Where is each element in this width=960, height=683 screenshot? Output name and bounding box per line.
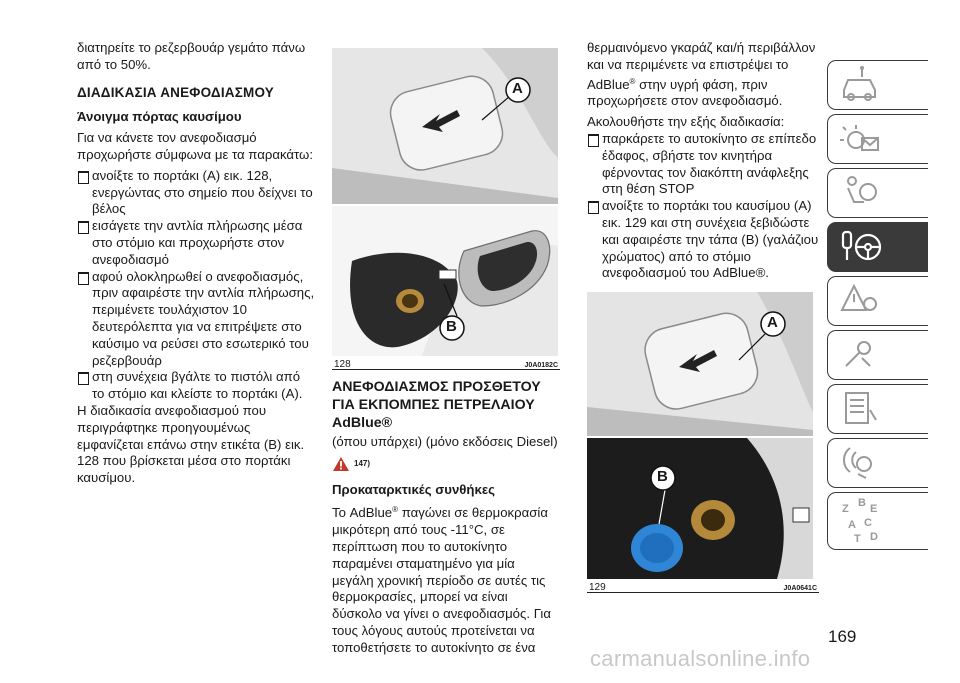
index-icon bbox=[840, 498, 884, 544]
tab-emergency[interactable] bbox=[827, 276, 928, 326]
figure-129-label-a: A bbox=[767, 314, 778, 332]
figure-128-label-a: A bbox=[512, 80, 523, 97]
tab-index[interactable] bbox=[827, 492, 928, 550]
fuel-door-closed-photo bbox=[332, 48, 558, 204]
intro-text: διατηρείτε το ρεζερβουάρ γεμάτο πάνω από το 50%. bbox=[77, 40, 306, 72]
refuel-section-title: ΔΙΑΔΙΚΑΣΙΑ ΑΝΕΦΟΔΙΑΣΜΟΥ bbox=[77, 84, 275, 100]
warning-triangle-icon bbox=[332, 456, 350, 472]
key-steering-icon bbox=[840, 228, 884, 266]
figure-129-label-b: B bbox=[657, 468, 668, 486]
right-column bbox=[587, 40, 819, 593]
adblue-door-closed-photo bbox=[587, 292, 813, 436]
preconditions-subtitle: Προκαταρκτικές συνθήκες bbox=[332, 481, 495, 497]
watermark-text: carmanualsonline.info bbox=[590, 646, 811, 671]
lead-text: Για να κάνετε τον ανεφοδιασμό προχωρήστε σύμφωνα με τα παρακάτω: bbox=[77, 130, 314, 162]
svg-text:T: T bbox=[854, 533, 861, 544]
warning-callout bbox=[332, 456, 560, 473]
tab-multimedia[interactable] bbox=[827, 438, 928, 488]
figure-129-code: J0A0641C bbox=[783, 585, 817, 593]
technical-data-icon bbox=[840, 390, 880, 428]
multimedia-icon bbox=[840, 444, 880, 482]
svg-text:A: A bbox=[848, 519, 856, 531]
tab-servicing[interactable] bbox=[827, 330, 928, 380]
step-close-door: στη συνέχεια βγάλτε το πιστόλι από το στόμιο και κλείστε το πορτάκι (A). bbox=[77, 369, 315, 403]
svg-text:B: B bbox=[858, 498, 866, 509]
svg-text:Z: Z bbox=[842, 503, 849, 515]
figure-128-code: J0A0182C bbox=[524, 362, 558, 369]
figure-128-number: 128 bbox=[334, 359, 351, 370]
adblue-title: ΑΝΕΦΟΔΙΑΣΜΟΣ ΠΡΟΣΘΕΤΟΥ ΓΙΑ ΕΚΠΟΜΠΕΣ ΠΕΤΡΕΛΑΙΟΥ AdBlue® bbox=[332, 379, 541, 431]
tab-instrument-panel[interactable] bbox=[827, 114, 928, 164]
closing-text: Η διαδικασία ανεφοδιασμού που περιγράφτηκε προηγουμένως εμφανίζεται επάνω στην ετικέτα (B) εικ. 128 που βρίσκεται μέσα στο πορτάκι καυσίμου. bbox=[77, 402, 305, 486]
warning-note: 147) bbox=[354, 458, 371, 468]
car-info-icon bbox=[840, 66, 880, 104]
fuel-door-subtitle: Άνοιγμα πόρτας καυσίμου bbox=[77, 109, 242, 125]
adblue-freeze-text: Το AdBlue® παγώνει σε θερμοκρασία μικρότερη από τους -11°C, σε περίπτωση που το αυτοκίνητο παραμένει σταματημένο για μία μεγάλη χρονική περίοδο σε αυτές τις θερμοκρασίες, μπορεί να είναι δύσκολο να γίνει ο ανεφοδιασμός. Για τους λόγους αυτούς προτείνεται να τοποθετήσετε το αυτοκίνητο σε ένα bbox=[332, 505, 551, 655]
safety-airbag-icon bbox=[840, 174, 880, 212]
svg-text:E: E bbox=[870, 503, 878, 515]
tab-getting-to-know-car[interactable] bbox=[827, 60, 928, 110]
step-remove-cap: ανοίξτε το πορτάκι του καυσίμου (A) εικ. 129 και στη συνέχεια ξεβιδώστε και αφαιρέστε την τάπα (B) (γαλάζιου χρώματος) από το στόμιο ανεφοδιασμού του AdBlue®. bbox=[587, 198, 819, 282]
left-column bbox=[77, 40, 315, 487]
dashboard-lights-icon bbox=[840, 120, 880, 158]
figure-129-number: 129 bbox=[589, 582, 606, 594]
service-tools-icon bbox=[840, 336, 880, 374]
warm-garage-text: θερμαινόμενο γκαράζ και/ή περιβάλλον και να περιμένετε να επιστρέψει το AdBlue® στην υγρή φάση, πριν προχωρήσετε στον ανεφοδιασμό. bbox=[587, 40, 816, 109]
adblue-cap-open-photo bbox=[587, 438, 813, 579]
tab-safety[interactable] bbox=[827, 168, 928, 218]
svg-text:D: D bbox=[870, 531, 878, 543]
procedure-lead: Ακολουθήστε την εξής διαδικασία: bbox=[587, 114, 785, 130]
availability-text: (όπου υπάρχει) (μόνο εκδόσεις Diesel) bbox=[332, 434, 558, 449]
svg-text:C: C bbox=[864, 517, 872, 529]
middle-column bbox=[332, 48, 560, 657]
page-number: 169 bbox=[828, 627, 857, 646]
tab-technical-data[interactable] bbox=[827, 384, 928, 434]
figure-129-caption bbox=[587, 579, 819, 593]
warning-triangle-icon bbox=[840, 282, 880, 320]
step-open-door: ανοίξτε το πορτάκι (A) εικ. 128, ενεργώντας στο σημείο που δείχνει το βέλος bbox=[77, 168, 315, 218]
figure-128-caption bbox=[332, 356, 560, 370]
tab-starting-driving[interactable] bbox=[827, 222, 928, 272]
step-insert-nozzle: εισάγετε την αντλία πλήρωσης μέσα στο στόμιο και προχωρήστε στον ανεφοδιασμό bbox=[77, 218, 315, 268]
step-wait: αφού ολοκληρωθεί ο ανεφοδιασμός, πριν αφαιρέστε την αντλία πλήρωσης, περιμένετε τουλάχιστον 10 δευτερόλεπτα για να επιτρέψετε στο καύσιμο να ρεύσει στο εσωτερικό του ρεζερβουάρ bbox=[77, 269, 315, 370]
step-park: παρκάρετε το αυτοκίνητο σε επίπεδο έδαφος, σβήστε τον κινητήρα φέρνοντας τον διακόπτη ανάφλεξης στη θέση STOP bbox=[587, 131, 819, 198]
fuel-door-open-photo bbox=[332, 206, 558, 356]
figure-128-label-b: B bbox=[446, 318, 457, 335]
